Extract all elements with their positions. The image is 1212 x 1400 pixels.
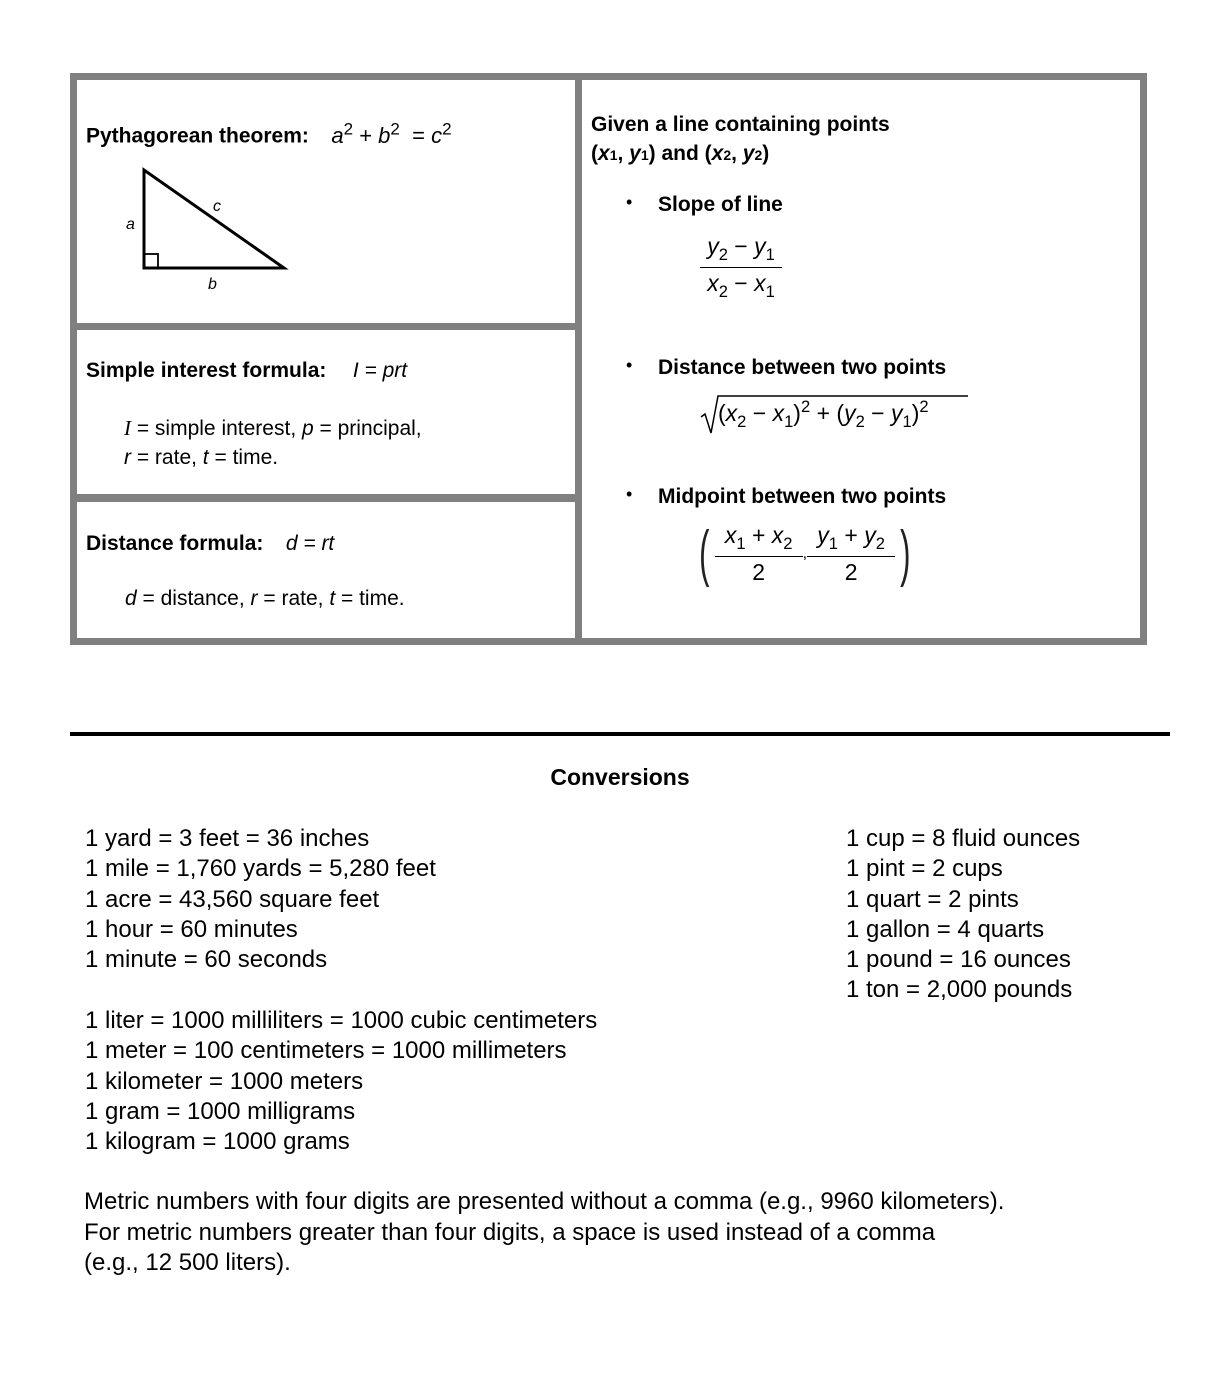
right-angle-marker [144,254,158,268]
triangle-label-a: a [126,216,135,233]
conversion-item: 1 meter = 100 centimeters = 1000 millimeters [85,1037,567,1065]
bullet-icon: • [626,355,633,375]
pythagorean-label: Pythagorean theorem: [86,124,309,148]
conversion-item: 1 quart = 2 pints [846,885,1019,913]
simple-interest-cell [77,330,575,494]
section-divider [70,732,1170,736]
simple-interest-label: Simple interest formula: [86,359,327,382]
bullet-icon: • [626,484,633,504]
customary-left-list [85,824,436,975]
slope-label: Slope of line [658,193,783,216]
triangle-label-b: b [208,276,217,293]
metric-list [85,1006,597,1157]
bullet-icon: • [626,192,633,212]
customary-right-list [846,824,1080,1006]
conversion-item: 1 yard = 3 feet = 36 inches [85,825,370,852]
distance-formula-label: Distance formula: [86,532,264,555]
conversion-item: 1 acre = 43,560 square feet [85,885,380,913]
conversion-item: 1 pint = 2 cups [846,855,1003,883]
pythagorean-equation: $a^2 + b^2 = c^2$ [331,119,452,148]
midpoint-label: Midpoint between two points [658,485,947,508]
slope-formula: $\frac{y_2 - y_1}{x_2 - x_1}$ [700,233,782,302]
right-triangle-diagram [77,80,575,323]
conversion-item: 1 cup = 8 fluid ounces [846,825,1081,852]
metric-note: Metric numbers with four digits are presented without a comma (e.g., 9960 kilometers). For metric numbers greater than four digits, a space is used instead of a comma (e.g., 12 500 liters). [84,1188,1005,1276]
conversion-item: 1 kilogram = 1000 grams [85,1128,350,1156]
distance-points-label: Distance between two points [658,356,947,379]
distance-points-formula: $(x_2 - x_1)^2 + (y_2 - y_1)^2$ [700,395,911,430]
formula-frame [70,73,1147,645]
triangle-label-c: c [213,198,221,215]
line-formulas-cell [582,80,1140,638]
conversion-item: 1 gram = 1000 milligrams [85,1097,356,1125]
simple-interest-legend: I = simple interest, p = principal, r = rate, t = time. [124,416,422,469]
conversion-item: 1 mile = 1,760 yards = 5,280 feet [85,855,436,883]
distance-formula-legend: d = distance, r = rate, t = time. [125,587,405,610]
conversion-item: 1 hour = 60 minutes [85,915,298,943]
line-intro: Given a line containing points (x1, y1) and (x2, y2) [591,113,890,165]
conversion-item: 1 gallon = 4 quarts [846,915,1045,943]
pythagorean-cell [77,80,575,323]
conversion-item: 1 pound = 16 ounces [846,946,1071,974]
simple-interest-equation: I = prt [352,359,408,382]
distance-formula-cell [77,502,575,638]
distance-formula-equation: d = rt [285,532,335,555]
conversion-item: 1 liter = 1000 milliliters = 1000 cubic centimeters [85,1007,598,1034]
conversion-item: 1 ton = 2,000 pounds [846,976,1073,1004]
conversions-title: Conversions [550,764,690,790]
conversion-item: 1 minute = 60 seconds [85,946,328,974]
conversion-item: 1 kilometer = 1000 meters [85,1067,364,1095]
midpoint-formula: ( $\frac{x_1 + x_2}{2}$ , $\frac{y_1 + y_2}{2}$ ) [699,518,911,588]
